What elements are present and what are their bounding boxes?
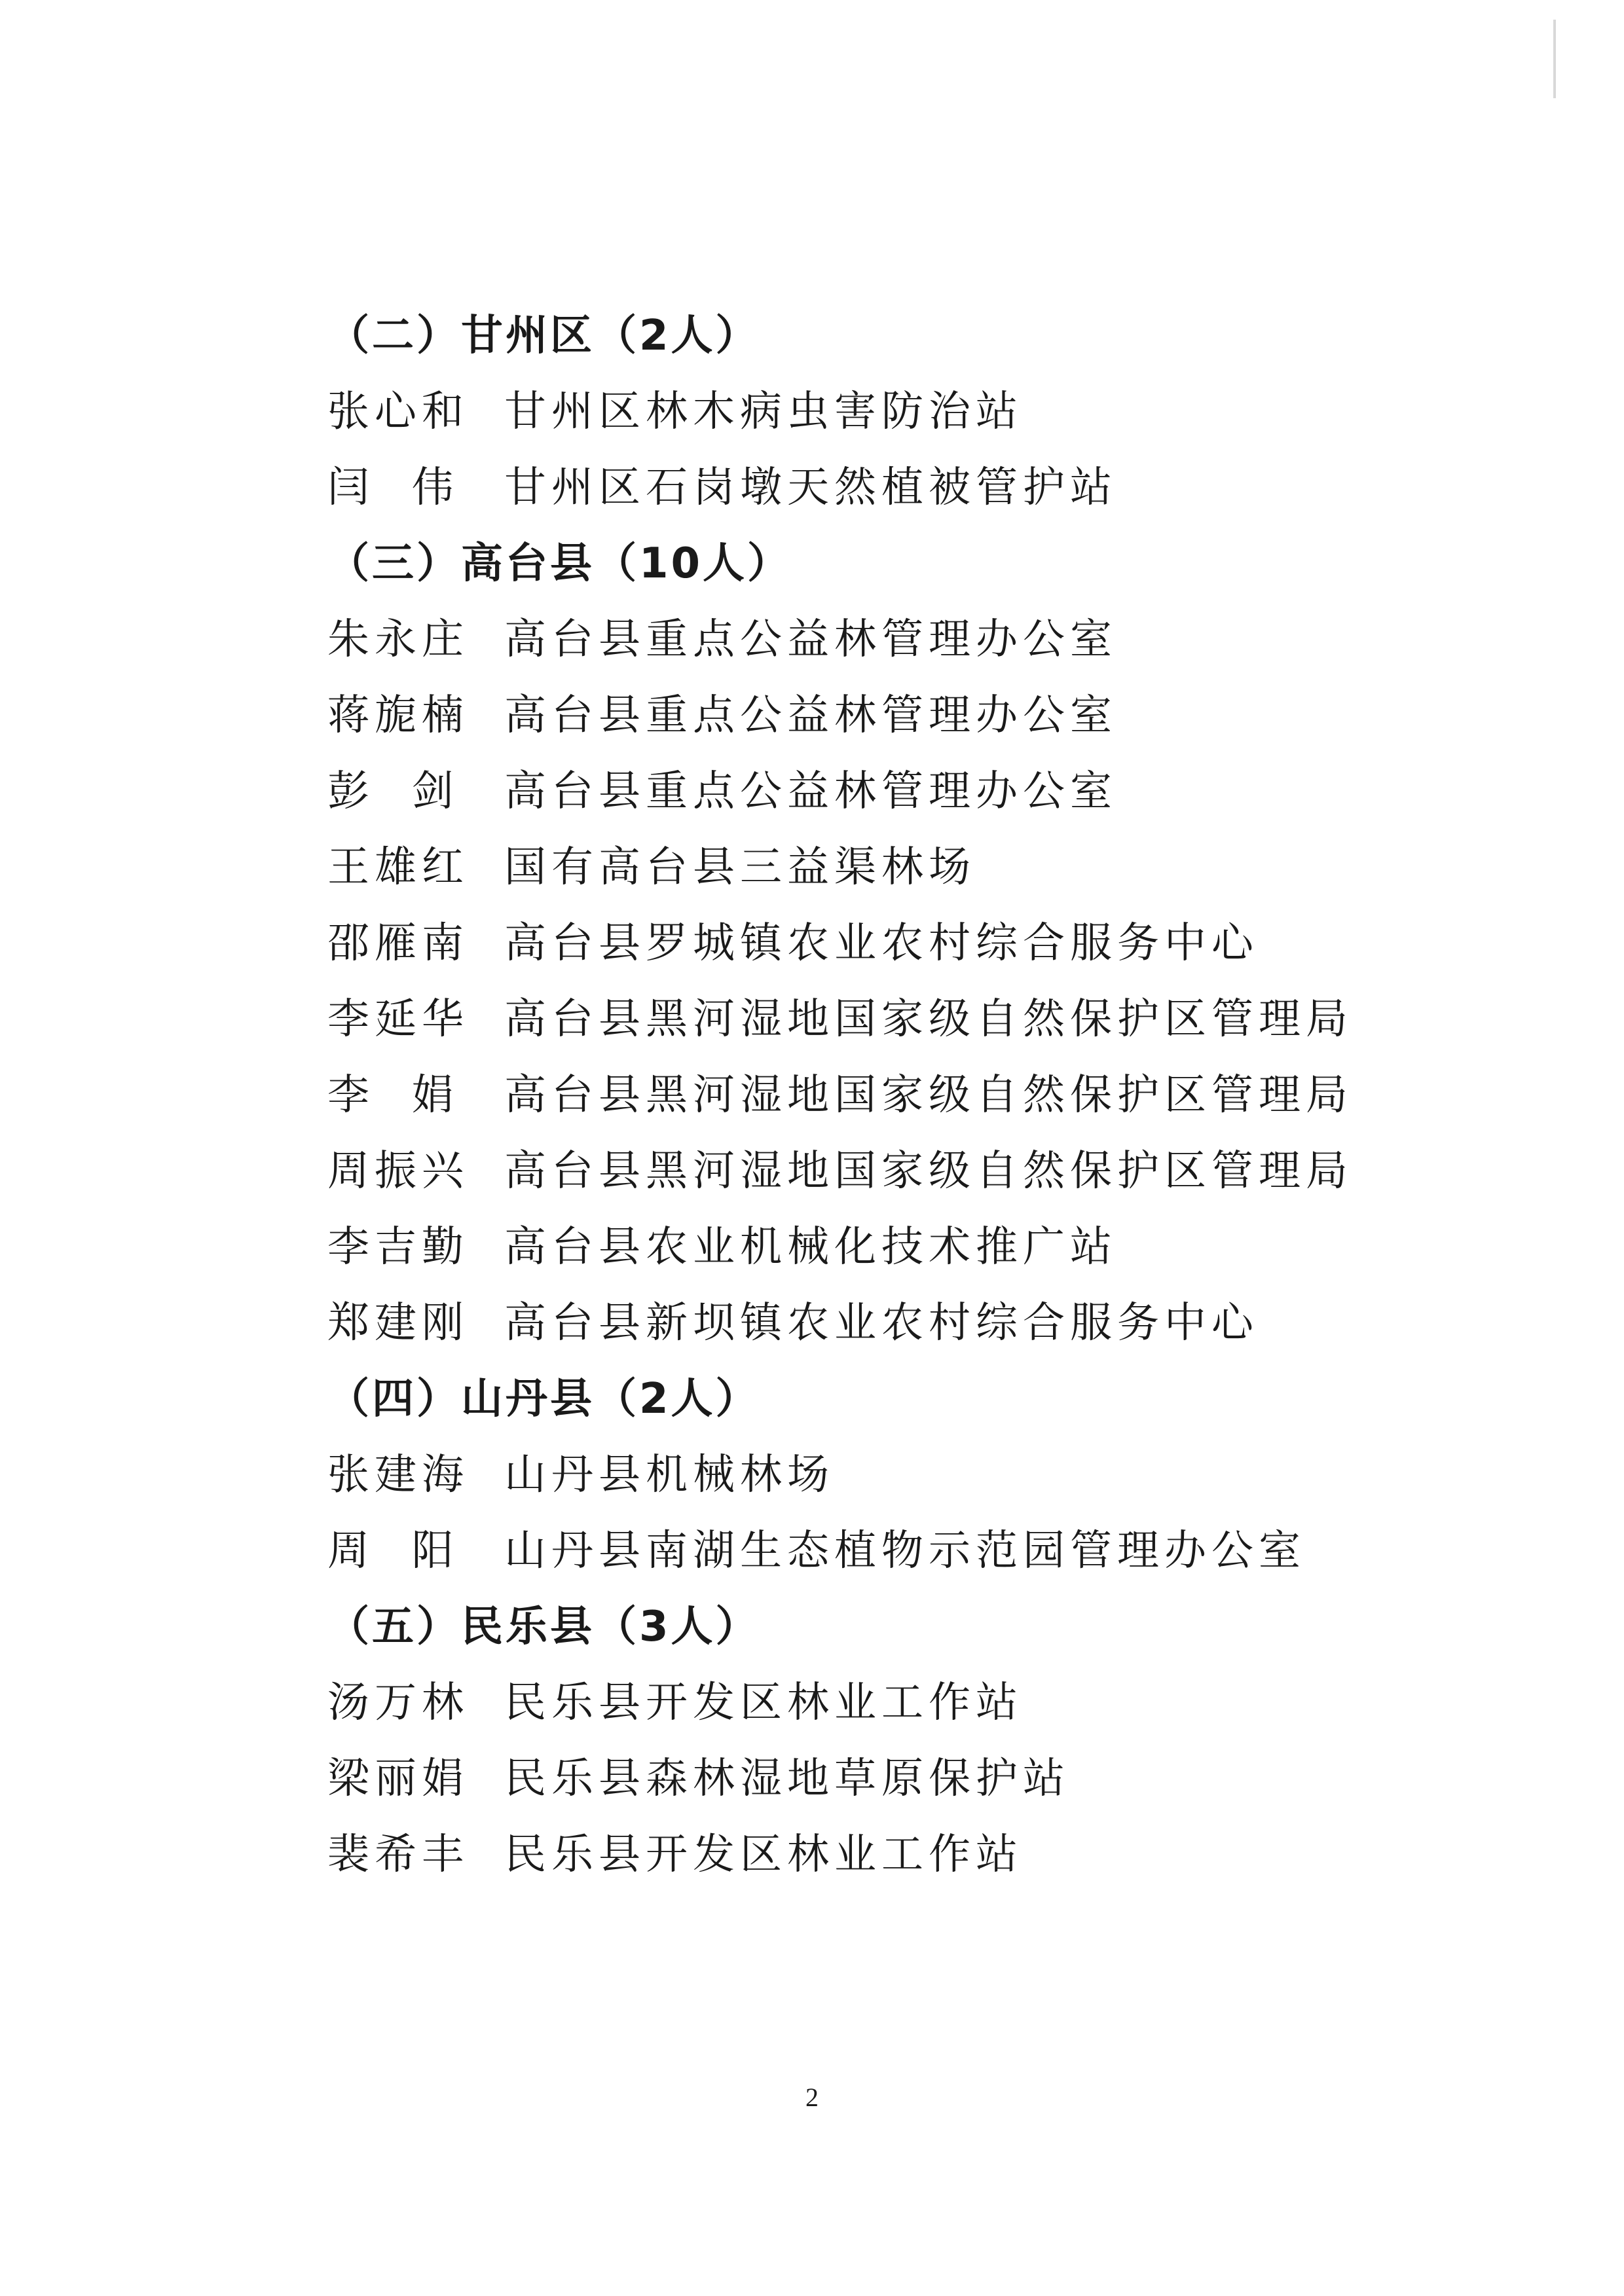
work-unit: 山丹县机械林场 bbox=[504, 1451, 834, 1499]
work-unit: 民乐县开发区林业工作站 bbox=[504, 1831, 1023, 1879]
list-item bbox=[327, 1665, 1506, 1741]
name-list bbox=[327, 298, 1506, 1893]
person-name: 裴希丰 bbox=[327, 1831, 469, 1879]
list-item bbox=[327, 1285, 1506, 1361]
list-item bbox=[327, 829, 1506, 905]
person-name: 闫 伟 bbox=[327, 464, 459, 512]
work-unit: 甘州区石岗墩天然植被管护站 bbox=[504, 464, 1117, 512]
list-item bbox=[327, 1437, 1506, 1513]
list-item bbox=[327, 1133, 1506, 1209]
work-unit: 高台县重点公益林管理办公室 bbox=[504, 691, 1117, 740]
work-unit: 民乐县森林湿地草原保护站 bbox=[504, 1755, 1070, 1803]
person-name: 梁丽娟 bbox=[327, 1755, 469, 1803]
list-item bbox=[327, 1209, 1506, 1285]
list-item bbox=[327, 1817, 1506, 1893]
list-item bbox=[327, 602, 1506, 678]
person-name: 蒋旎楠 bbox=[327, 691, 469, 740]
work-unit: 高台县黑河湿地国家级自然保护区管理局 bbox=[504, 1071, 1353, 1120]
list-item bbox=[327, 905, 1506, 981]
person-name: 周振兴 bbox=[327, 1147, 469, 1195]
list-item bbox=[327, 1057, 1506, 1133]
person-name: 李延华 bbox=[327, 995, 469, 1044]
work-unit: 山丹县南湖生态植物示范园管理办公室 bbox=[504, 1527, 1306, 1575]
scan-edge-mark bbox=[1553, 20, 1556, 98]
work-unit: 高台县农业机械化技术推广站 bbox=[504, 1223, 1117, 1271]
work-unit: 高台县黑河湿地国家级自然保护区管理局 bbox=[504, 995, 1353, 1044]
work-unit: 甘州区林木病虫害防治站 bbox=[504, 388, 1023, 436]
work-unit: 民乐县开发区林业工作站 bbox=[504, 1679, 1023, 1727]
list-item bbox=[327, 450, 1506, 526]
work-unit: 高台县罗城镇农业农村综合服务中心 bbox=[504, 919, 1259, 968]
list-item bbox=[327, 678, 1506, 754]
section-heading: （三）高台县（10人） bbox=[327, 539, 792, 588]
person-name: 李吉勤 bbox=[327, 1223, 469, 1271]
list-item bbox=[327, 1513, 1506, 1589]
person-name: 彭 剑 bbox=[327, 767, 459, 816]
list-item bbox=[327, 1741, 1506, 1817]
work-unit: 国有高台县三益渠林场 bbox=[504, 843, 976, 892]
list-item bbox=[327, 754, 1506, 829]
section-heading: （四）山丹县（2人） bbox=[327, 1375, 760, 1423]
work-unit: 高台县黑河湿地国家级自然保护区管理局 bbox=[504, 1147, 1353, 1195]
person-name: 郑建刚 bbox=[327, 1299, 469, 1347]
section-heading: （二）甘州区（2人） bbox=[327, 312, 760, 360]
person-name: 王雄红 bbox=[327, 843, 469, 892]
work-unit: 高台县重点公益林管理办公室 bbox=[504, 767, 1117, 816]
list-item bbox=[327, 981, 1506, 1057]
list-item bbox=[327, 374, 1506, 450]
section-heading: （五）民乐县（3人） bbox=[327, 1603, 760, 1651]
work-unit: 高台县新坝镇农业农村综合服务中心 bbox=[504, 1299, 1259, 1347]
person-name: 汤万林 bbox=[327, 1679, 469, 1727]
person-name: 李 娟 bbox=[327, 1071, 459, 1120]
person-name: 周 阳 bbox=[327, 1527, 459, 1575]
person-name: 邵雁南 bbox=[327, 919, 469, 968]
person-name: 张建海 bbox=[327, 1451, 469, 1499]
work-unit: 高台县重点公益林管理办公室 bbox=[504, 615, 1117, 664]
page-number: 2 bbox=[805, 2083, 819, 2112]
person-name: 张心和 bbox=[327, 388, 469, 436]
person-name: 朱永庄 bbox=[327, 615, 469, 664]
